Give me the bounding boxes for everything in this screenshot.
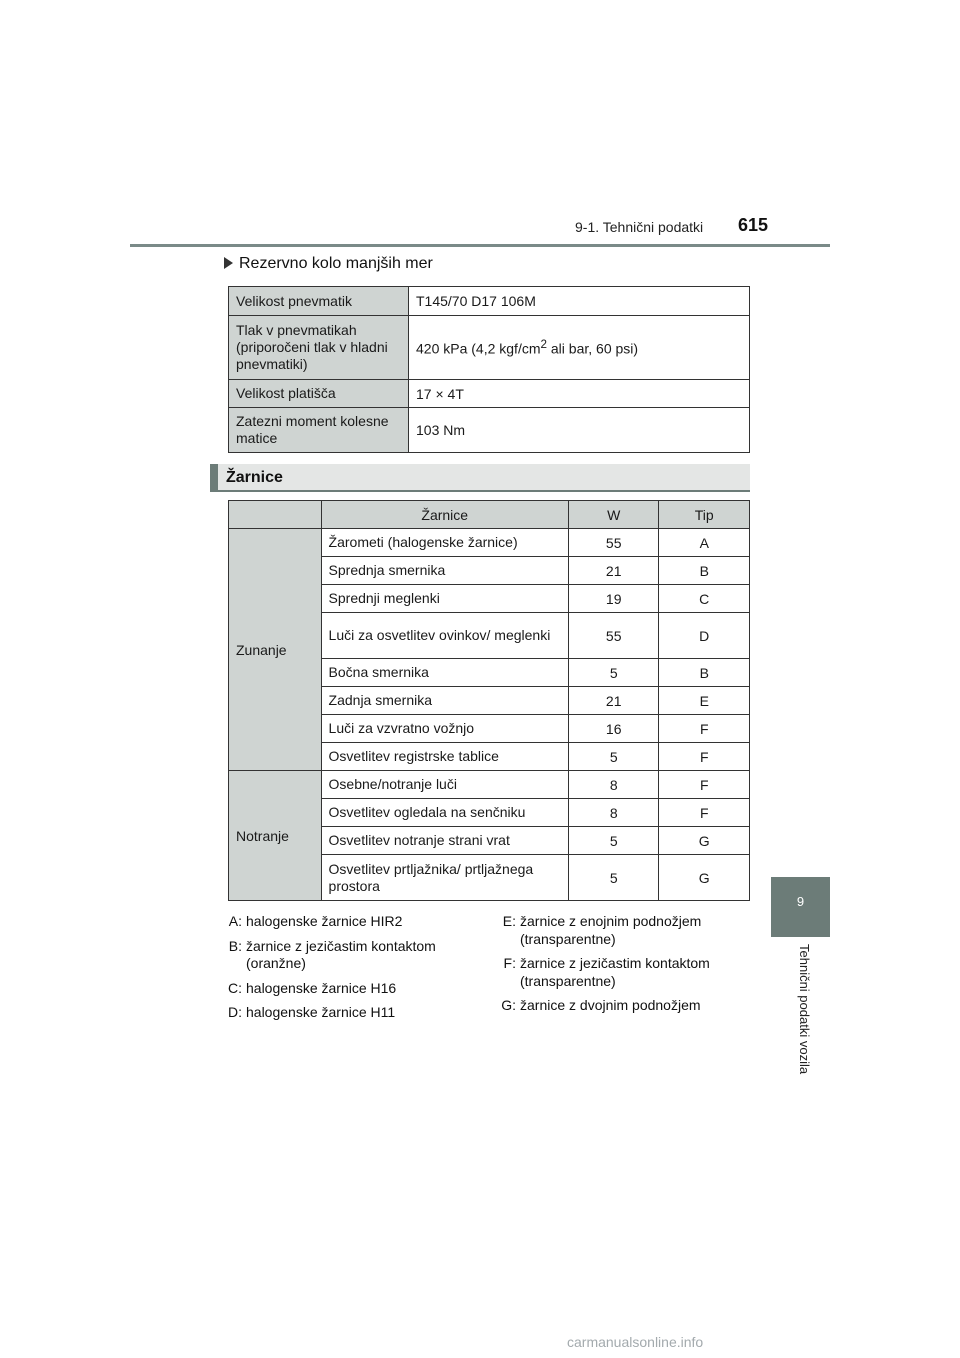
bulb-name: Sprednja smernika xyxy=(321,557,568,585)
bulb-name: Bočna smernika xyxy=(321,659,568,687)
table-value-cell: 17 × 4T xyxy=(409,380,750,408)
spare-wheel-heading xyxy=(224,255,433,273)
bulb-type: D xyxy=(659,613,750,659)
legend-item xyxy=(222,938,482,973)
legend-text: žarnice z enojnim podnožjem (transparentne) xyxy=(520,913,702,947)
triangle-bullet-icon xyxy=(224,257,233,269)
table-label-cell: Velikost platišča xyxy=(229,380,409,408)
group-interior: Notranje xyxy=(229,771,322,901)
pressure-value-rest: ali bar, 60 psi) xyxy=(547,340,639,357)
bulb-watt: 19 xyxy=(568,585,659,613)
header-watt: W xyxy=(568,501,659,529)
bulb-name: Žarometi (halogenske žarnice) xyxy=(321,529,568,557)
bulb-type: F xyxy=(659,743,750,771)
legend-item xyxy=(222,980,482,998)
legend-text: žarnice z dvojnim podnožjem xyxy=(520,997,701,1013)
legend-key: F: xyxy=(503,955,516,971)
bulb-watt: 55 xyxy=(568,613,659,659)
legend-key: A: xyxy=(228,913,242,929)
legend-text: halogenske žarnice H16 xyxy=(246,979,397,996)
section-accent-bar xyxy=(210,464,218,492)
table-row xyxy=(229,771,750,799)
bulb-type: C xyxy=(659,585,750,613)
section-title: 9-1. Tehnični podatki xyxy=(575,219,704,235)
chapter-tab[interactable] xyxy=(771,877,830,937)
bulb-watt: 55 xyxy=(568,529,659,557)
header-blank xyxy=(229,501,322,529)
legend-key: E: xyxy=(502,913,516,929)
bulb-name: Osvetlitev registrske tablice xyxy=(321,743,568,771)
header-type: Tip xyxy=(659,501,750,529)
legend-right xyxy=(496,913,756,1022)
table-value-cell xyxy=(409,316,750,380)
bulb-name: Osvetlitev prtljažnika/ prtljažnega prostora xyxy=(321,855,568,901)
legend-item xyxy=(222,1004,482,1022)
bulb-watt: 8 xyxy=(568,771,659,799)
bulb-name: Osvetlitev ogledala na senčniku xyxy=(321,799,568,827)
pressure-value: 420 kPa (4,2 kgf/cm xyxy=(416,340,541,357)
table-row xyxy=(229,408,750,453)
legend-key: B: xyxy=(228,937,242,954)
table-header-row xyxy=(229,501,750,529)
legend-text: žarnice z jezičastim kontaktom (transparentne) xyxy=(520,955,710,989)
bulb-watt: 5 xyxy=(568,743,659,771)
table-row xyxy=(229,287,750,316)
table-value-cell: 103 Nm xyxy=(409,408,750,453)
bulb-watt: 5 xyxy=(568,827,659,855)
bulb-type: F xyxy=(659,771,750,799)
bulb-type: F xyxy=(659,799,750,827)
legend-left xyxy=(222,913,482,1029)
table-value-cell: T145/70 D17 106M xyxy=(409,287,750,316)
spare-wheel-table xyxy=(228,286,750,453)
bulb-watt: 21 xyxy=(568,557,659,585)
table-label-cell: Zatezni moment kolesne matice xyxy=(229,408,409,453)
bulb-type: G xyxy=(659,855,750,901)
bulb-name: Zadnja smernika xyxy=(321,687,568,715)
legend-item xyxy=(222,913,482,931)
watermark: carmanualsonline.info xyxy=(567,1334,704,1350)
bulb-watt: 5 xyxy=(568,855,659,901)
spare-wheel-heading-text: Rezervno kolo manjših mer xyxy=(239,255,433,272)
bulb-type: F xyxy=(659,715,750,743)
legend-text: halogenske žarnice HIR2 xyxy=(246,913,403,929)
bulb-type: A xyxy=(659,529,750,557)
bulb-watt: 5 xyxy=(568,659,659,687)
table-row xyxy=(229,316,750,380)
bulb-type: E xyxy=(659,687,750,715)
legend-item xyxy=(496,913,756,948)
table-row xyxy=(229,529,750,557)
bulb-watt: 16 xyxy=(568,715,659,743)
legend-item xyxy=(496,955,756,990)
bulb-name: Sprednji meglenki xyxy=(321,585,568,613)
bulbs-section-title: Žarnice xyxy=(226,469,283,486)
page-number: 615 xyxy=(738,215,769,235)
pressure-exponent: 2 xyxy=(540,338,547,352)
legend-key: C: xyxy=(228,979,242,996)
header-divider xyxy=(130,244,830,247)
bulb-name: Luči za osvetlitev ovinkov/ meglenki xyxy=(321,613,568,659)
header-bulb-name: Žarnice xyxy=(321,501,568,529)
legend-key: G: xyxy=(501,997,516,1013)
bulb-name: Osvetlitev notranje strani vrat xyxy=(321,827,568,855)
bulb-type: G xyxy=(659,827,750,855)
table-label-cell: Velikost pnevmatik xyxy=(229,287,409,316)
table-label-cell: Tlak v pnevmatikah (priporočeni tlak v hladni pnevmatiki) xyxy=(229,316,409,380)
bulb-type: B xyxy=(659,557,750,585)
legend-key: D: xyxy=(228,1004,242,1020)
bulbs-table xyxy=(228,500,750,901)
bulbs-section-header xyxy=(210,464,750,492)
group-exterior: Zunanje xyxy=(229,529,322,771)
bulb-watt: 21 xyxy=(568,687,659,715)
bulb-name: Luči za vzvratno vožnjo xyxy=(321,715,568,743)
legend-text: halogenske žarnice H11 xyxy=(246,1004,396,1020)
legend-text: žarnice z jezičastim kontaktom (oranžne) xyxy=(246,937,436,971)
bulb-watt: 8 xyxy=(568,799,659,827)
chapter-tab-label: Tehnični podatki vozila xyxy=(797,944,812,1075)
bulb-type: B xyxy=(659,659,750,687)
bulb-name: Osebne/notranje luči xyxy=(321,771,568,799)
legend-item xyxy=(496,997,756,1015)
chapter-tab-number: 9 xyxy=(796,894,805,909)
table-row xyxy=(229,380,750,408)
